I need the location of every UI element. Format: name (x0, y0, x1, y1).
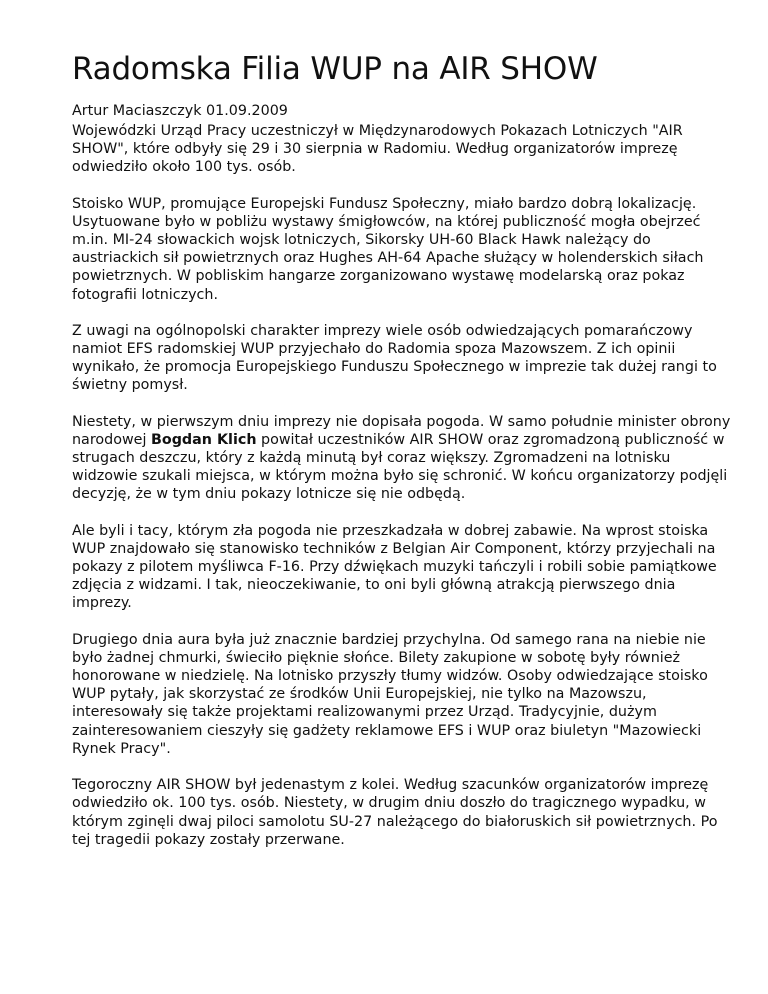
paragraph-7: Tegoroczny AIR SHOW był jedenastym z kolei. Według szacunków organizatorów imprezę odwiedziło ok. 100 tys. osób. Niestety, w drugim dniu doszło do tragicznego wypadku, w którym zginęli dwaj piloci samolotu SU-27 należącego do białoruskich sił powietrznych. Po tej tragedii pokazy zostały przerwane. (72, 777, 718, 848)
paragraph-4 (72, 413, 732, 504)
paragraph-5: Ale byli i tacy, którym zła pogoda nie przeszkadzała w dobrej zabawie. Na wprost stoiska WUP znajdowało się stanowisko techników z Belgian Air Component, którzy przyjechali na pokazy z pilotem myśliwca F-16. Przy dźwiękach muzyki tańczyli i robili sobie pamiątkowe zdjęcia z widzami. I tak, nieoczekiwanie, to oni byli główną atrakcją pierwszego dnia imprezy. (72, 522, 717, 612)
paragraph-2: Stoisko WUP, promujące Europejski Fundusz Społeczny, miało bardzo dobrą lokalizację. Usytuowane było w pobliżu wystawy śmigłowców, na której publiczność mogła obejrzeć m.in. MI-24 słowackich wojsk lotniczych, Sikorsky UH-60 Black Hawk należący do austriackich sił powietrznych oraz Hughes AH-64 Apache służący w holenderskich siłach powietrznych. W pobliskim hangarze zorganizowano wystawę modelarską oraz pokaz fotografii lotniczych. (72, 195, 704, 303)
article-byline: Artur Maciaszczyk 01.09.2009 (72, 103, 288, 119)
page-title: Radomska Filia WUP na AIR SHOW (72, 51, 598, 87)
paragraph-6: Drugiego dnia aura była już znacznie bardziej przychylna. Od samego rana na niebie nie było żadnej chmurki, świeciło pięknie słońce. Bilety zakupione w sobotę były również honorowane w niedzielę. Na lotnisko przyszły tłumy widzów. Osoby odwiedzające stoisko WUP pytały, jak skorzystać ze środków Unii Europejskiej, nie tylko na Mazowszu, interesowały się także projektami realizowanymi przez Urząd. Tradycyjnie, dużym zainteresowaniem cieszyły się gadżety reklamowe EFS i WUP oraz biuletyn "Mazowiecki Rynek Pracy". (72, 631, 708, 757)
paragraph-1: Wojewódzki Urząd Pracy uczestniczył w Międzynarodowych Pokazach Lotniczych "AIR SHOW", które odbyły się 29 i 30 sierpnia w Radomiu. Według organizatorów imprezę odwiedziło około 100 tys. osób. (72, 123, 683, 176)
paragraph-4-text-end: powitał uczestników AIR SHOW oraz zgromadzoną publiczność w strugach deszczu, który z każdą minutą był coraz większy. Zgromadzeni na lotnisku widzowie szukali miejsca, w którym można było się schronić. W końcu organizatorzy podjęli decyzję, że w tym dniu pokazy lotnicze się nie odbędą. (72, 431, 728, 503)
paragraph-4-text-start: Niestety, w pierwszym dniu imprezy nie dopisała pogoda. W samo południe minister obrony narodowej (72, 413, 731, 448)
minister-name: Bogdan Klich (150, 431, 257, 448)
paragraph-3: Z uwagi na ogólnopolski charakter imprezy wiele osób odwiedzających pomarańczowy namiot EFS radomskiej WUP przyjechało do Radomia spoza Mazowszem. Z ich opinii wynikało, że promocja Europejskiego Funduszu Społecznego w imprezie tak dużej rangi to świetny pomysł. (72, 322, 717, 394)
article (72, 44, 732, 849)
